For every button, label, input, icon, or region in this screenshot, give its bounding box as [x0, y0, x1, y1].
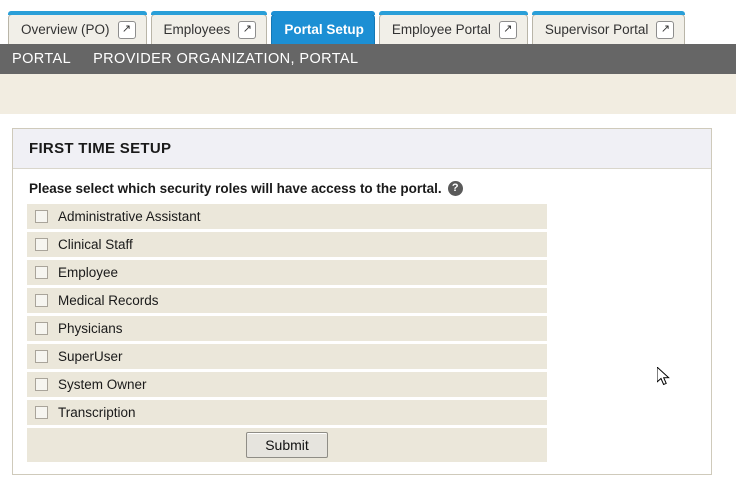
tab-employee-portal[interactable] [379, 14, 528, 44]
page-header-bar [0, 44, 736, 74]
external-link-icon[interactable]: ↗ [499, 21, 517, 39]
list-item-label: Clinical Staff [58, 237, 133, 252]
list-item-label: SuperUser [58, 349, 123, 364]
external-link-icon[interactable]: ↗ [238, 21, 256, 39]
tab-supervisor-portal-label: Supervisor Portal [544, 21, 649, 37]
main-content [0, 114, 736, 475]
page-title: PORTAL [12, 51, 72, 67]
checkbox-clinical-staff[interactable] [35, 238, 48, 251]
tab-portal-setup[interactable] [271, 14, 375, 44]
toolbar-band [0, 74, 736, 114]
list-item[interactable] [27, 260, 547, 285]
list-item-label: Transcription [58, 405, 136, 420]
panel-body [13, 169, 711, 474]
security-role-list [27, 204, 547, 462]
breadcrumb: PROVIDER ORGANIZATION, PORTAL [93, 51, 359, 67]
tab-supervisor-portal[interactable] [532, 14, 686, 44]
list-item[interactable] [27, 232, 547, 257]
list-item-label: System Owner [58, 377, 147, 392]
checkbox-administrative-assistant[interactable] [35, 210, 48, 223]
list-item[interactable] [27, 204, 547, 229]
checkbox-employee[interactable] [35, 266, 48, 279]
prompt-text: Please select which security roles will have access to the portal. [29, 181, 442, 196]
list-item-label: Medical Records [58, 293, 159, 308]
list-item[interactable] [27, 316, 547, 341]
browser-tab-bar [0, 0, 736, 44]
list-item[interactable] [27, 372, 547, 397]
list-item-label: Administrative Assistant [58, 209, 201, 224]
external-link-icon[interactable]: ↗ [118, 21, 136, 39]
first-time-setup-panel [12, 128, 712, 475]
tab-list [8, 0, 736, 44]
list-item[interactable] [27, 400, 547, 425]
tab-overview-po-label: Overview (PO) [21, 21, 110, 37]
list-item-label: Physicians [58, 321, 123, 336]
checkbox-physicians[interactable] [35, 322, 48, 335]
list-item[interactable] [27, 344, 547, 369]
checkbox-system-owner[interactable] [35, 378, 48, 391]
list-item[interactable] [27, 288, 547, 313]
checkbox-transcription[interactable] [35, 406, 48, 419]
external-link-icon[interactable]: ↗ [656, 21, 674, 39]
submit-button[interactable]: Submit [246, 432, 328, 458]
prompt-row [29, 181, 697, 196]
list-item-label: Employee [58, 265, 119, 280]
tab-employees[interactable] [151, 14, 268, 44]
submit-row [27, 428, 547, 462]
tab-employee-portal-label: Employee Portal [391, 21, 491, 37]
tab-portal-setup-label: Portal Setup [284, 21, 364, 37]
help-icon[interactable]: ? [448, 181, 463, 196]
checkbox-medical-records[interactable] [35, 294, 48, 307]
checkbox-superuser[interactable] [35, 350, 48, 363]
panel-title: FIRST TIME SETUP [13, 129, 711, 169]
tab-employees-label: Employees [163, 21, 231, 37]
tab-overview-po[interactable] [8, 14, 147, 44]
